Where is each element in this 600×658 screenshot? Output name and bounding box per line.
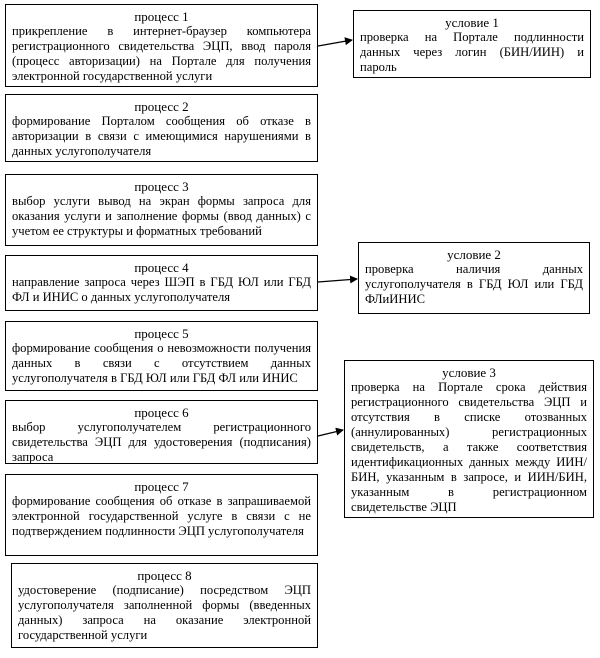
process-2-title: процесс 2 [134, 99, 189, 114]
arrow-process6-to-condition3 [318, 430, 343, 436]
process-1-text: прикрепление в интернет-браузер компьютера регистрационного свидетельства ЭЦП, ввод пароля (процесс авторизации) на Портале для получения электронной государственной услуги [12, 24, 311, 83]
process-3-text: выбор услуги вывод на экран формы запроса для оказания услуги и заполнение формы (ввод данных) с учетом ее структуры и форматных требований [12, 194, 311, 238]
condition-1-title: условие 1 [445, 15, 499, 30]
process-4-box [5, 255, 318, 311]
arrow-process1-to-condition1 [318, 40, 352, 46]
process-5-text: формирование сообщения о невозможности получения данных в связи с отсутствием данных услугополучателя в ГБД ЮЛ или ГБД ФЛ или ИНИС [12, 341, 311, 385]
condition-3-text: проверка на Портале срока действия регистрационного свидетельства ЭЦП и отсутствия в списке отозванных (аннулированных) регистрационных свидетельств, а также соответствия идентификационных данных между ИИН/БИН, указанным в запросе, и ИИН/БИН, указанным в регистрационном свидетельстве ЭЦП [351, 380, 587, 514]
condition-3-title: условие 3 [442, 365, 496, 380]
condition-2-title: условие 2 [447, 247, 501, 262]
process-5-box [5, 321, 318, 391]
arrow-process4-to-condition2 [318, 279, 357, 282]
process-3-box [5, 174, 318, 246]
process-4-text: направление запроса через ШЭП в ГБД ЮЛ или ГБД ФЛ и ИНИС о данных услугополучателя [12, 275, 311, 304]
process-7-title: процесс 7 [134, 479, 189, 494]
process-5-title: процесс 5 [134, 326, 189, 341]
process-1-title: процесс 1 [134, 9, 189, 24]
process-2-text: формирование Порталом сообщения об отказе в авторизации в связи с имеющимися нарушениями в данных услугополучателя [12, 114, 311, 158]
process-6-text: выбор услугополучателем регистрационного свидетельства ЭЦП для удостоверения (подписания) запроса [12, 420, 311, 464]
process-7-box [5, 474, 318, 556]
process-6-box [5, 400, 318, 464]
process-1-box [5, 4, 318, 87]
process-2-box [5, 94, 318, 162]
condition-2-text: проверка наличия данных услугополучателя в ГБД ЮЛ или ГБД ФЛиИНИС [365, 262, 583, 306]
process-4-title: процесс 4 [134, 260, 189, 275]
condition-1-box [353, 10, 591, 78]
process-6-title: процесс 6 [134, 405, 189, 420]
condition-1-text: проверка на Портале подлинности данных через логин (БИН/ИИН) и пароль [360, 30, 584, 74]
process-8-title: процесс 8 [137, 568, 192, 583]
process-3-title: процесс 3 [134, 179, 189, 194]
condition-3-box [344, 360, 594, 518]
process-8-text: удостоверение (подписание) посредством ЭЦП услугополучателя заполненной формы (введенных данных) запроса на оказание электронной государственной услуги [18, 583, 311, 642]
condition-2-box [358, 242, 590, 314]
process-8-box [11, 563, 318, 648]
process-7-text: формирование сообщения об отказе в запрашиваемой электронной государственной услуге в связи с не подтверждением подлинности ЭЦП услугополучателя [12, 494, 311, 538]
